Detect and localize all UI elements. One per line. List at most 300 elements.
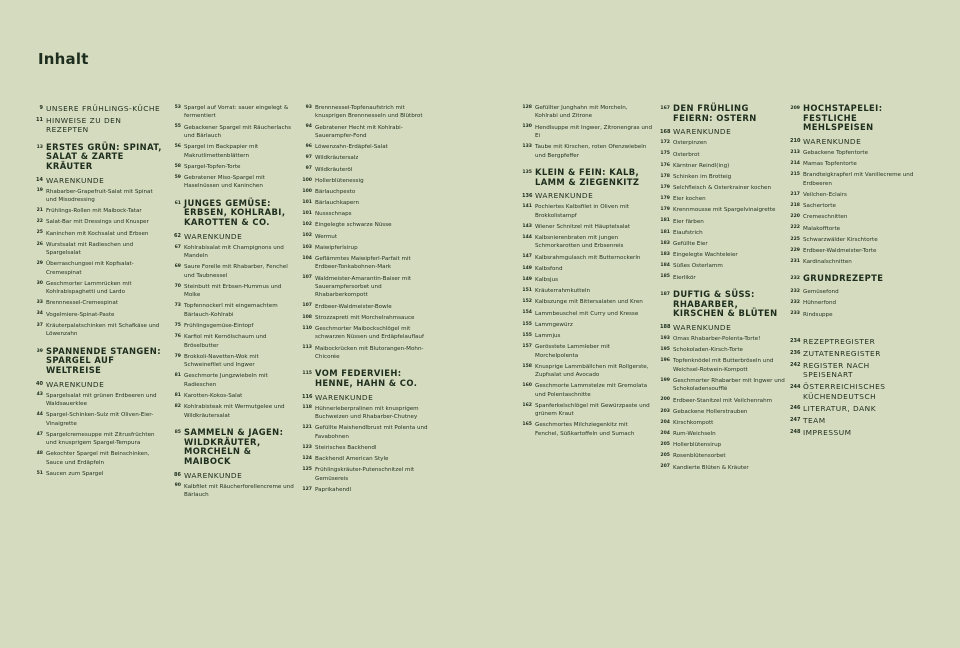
- toc-entry: [302, 486, 428, 494]
- toc-page-number: 242: [790, 362, 801, 369]
- toc-page-number: 118: [302, 405, 312, 411]
- toc-entry-title: Kräuterrahmkutteln: [535, 288, 591, 295]
- toc-entry: [790, 337, 922, 346]
- toc-page-number: 94: [305, 124, 312, 130]
- toc-entry-title: Geschmorte Lammstelze mit Gremolata und Polentaschnitte: [535, 383, 647, 398]
- toc-entry-title: Karfiol mit Kernölschaum und Bröselbutter: [184, 334, 267, 349]
- toc-entry: [522, 321, 652, 329]
- toc-entry: [522, 310, 652, 318]
- toc-entry: [171, 483, 295, 500]
- toc-page-number: 26: [36, 241, 43, 247]
- toc-entry-title: Wildkräutersalz: [315, 155, 359, 162]
- toc-entry-title: Brokkoli-Navetten-Wok mit Schweinefilet und Ingwer: [184, 353, 259, 369]
- toc-page-number: 85: [174, 429, 181, 435]
- toc-entry-title: REZEPTREGISTER: [803, 336, 876, 346]
- toc-entry: [302, 244, 428, 252]
- toc-page-number: 152: [522, 299, 532, 305]
- toc-entry-title: Überraschungsei mit Kopfsalat-Cremespinat: [46, 261, 134, 276]
- toc-page-number: 103: [302, 244, 312, 250]
- toc-entry: [522, 265, 652, 273]
- toc-entry: [33, 392, 165, 409]
- toc-page-number: 233: [790, 311, 800, 317]
- toc-page-number: 104: [302, 255, 312, 261]
- toc-entry: [171, 372, 295, 389]
- toc-page-number: 67: [174, 244, 181, 250]
- toc-entry: [660, 357, 787, 374]
- toc-page-number: 141: [522, 204, 532, 210]
- toc-entry-title: Hollerblütenessig: [315, 177, 364, 184]
- toc-entry: [660, 162, 787, 170]
- toc-entry-title: Spanferkelschlögel mit Gewürzpaste und grünem Kraut: [535, 402, 650, 418]
- toc-page-number: 167: [660, 106, 670, 111]
- toc-column-4: [522, 104, 652, 441]
- toc-column-3: [302, 104, 428, 497]
- toc-entry-title: Brennnessel-Topfenaufstrich mit knusprigen Brennnesseln und Blütbrot: [315, 105, 423, 120]
- toc-page-number: 136: [522, 192, 533, 199]
- toc-entry-title: Spargel auf Vorrat: sauer eingelegt & fermentiert: [184, 105, 289, 120]
- toc-page-number: 13: [36, 144, 43, 150]
- toc-entry-title: Geschmorter Lammrücken mit Kohlrabispaghetti und Lardo: [46, 280, 132, 296]
- toc-entry: [33, 431, 165, 448]
- toc-entry: [660, 430, 787, 438]
- toc-entry: [522, 143, 652, 160]
- toc-page-number: 14: [36, 176, 43, 183]
- toc-entry-title: Gefüllte Eier: [673, 241, 708, 248]
- toc-entry: [302, 177, 428, 185]
- toc-section-heading: [522, 168, 652, 187]
- toc-page-number: 200: [660, 397, 670, 403]
- toc-entry-title: Hühnerleberpralinen mit knusprigem Buchweizen und Rhabarber-Chutney: [315, 405, 419, 421]
- toc-page-number: 127: [302, 486, 312, 492]
- toc-entry: [33, 176, 165, 185]
- toc-entry: [171, 163, 295, 171]
- toc-page-number: 147: [522, 254, 532, 260]
- toc-page-number: 210: [790, 138, 801, 145]
- toc-entry: [790, 258, 922, 266]
- page-title: Inhalt: [38, 50, 89, 68]
- toc-page-number: 188: [660, 324, 671, 331]
- toc-page-number: 123: [302, 444, 312, 450]
- toc-page-number: 222: [790, 225, 800, 231]
- toc-page-number: 19: [36, 188, 43, 194]
- toc-entry-title: Geflämmtes Maiwipferl-Parfait mit Erdbeer-Tonkabohnen-Mark: [315, 256, 411, 271]
- toc-entry-title: Omas Rhabarber-Polenta-Torte!: [673, 336, 761, 343]
- toc-entry-title: Cremeschnitten: [803, 214, 848, 221]
- toc-entry-title: Osterbrot: [673, 151, 700, 158]
- toc-page-number: 213: [790, 149, 800, 155]
- toc-entry-title: WARENKUNDE: [184, 231, 243, 241]
- toc-entry-title: WARENKUNDE: [184, 470, 243, 480]
- toc-entry-title: DEN FRÜHLING FEIERN: OSTERN: [673, 103, 757, 123]
- toc-entry: [660, 323, 787, 332]
- toc-entry-title: Kalbsnierenbraten mit jungen Schmorkarotten und Erbsenreis: [535, 235, 624, 250]
- toc-entry-title: Gebratener Hecht mit Kohlrabi-Sauerampfer-Fond: [315, 124, 403, 139]
- toc-section-heading: [33, 143, 165, 172]
- toc-entry: [522, 223, 652, 231]
- toc-page-number: 25: [36, 230, 43, 236]
- toc-entry-title: Rhabarber-Grapefruit-Salat mit Spinat und Misodressing: [46, 188, 153, 203]
- toc-entry: [171, 333, 295, 350]
- toc-entry: [790, 225, 922, 233]
- toc-page-number: 81: [174, 392, 181, 398]
- toc-page-number: 82: [174, 403, 181, 409]
- toc-entry-title: HOCHSTAPELEI: FESTLICHE MEHLSPEISEN: [803, 103, 883, 133]
- toc-entry: [302, 275, 428, 300]
- toc-entry: [302, 233, 428, 241]
- toc-entry-title: Bärlauchpesto: [315, 188, 356, 195]
- toc-page-number: 155: [522, 332, 532, 338]
- toc-page-number: 133: [522, 143, 532, 149]
- toc-entry: [790, 428, 922, 437]
- toc-page-number: 204: [660, 419, 670, 425]
- toc-section-heading: [660, 290, 787, 319]
- toc-page-number: 231: [790, 258, 800, 264]
- toc-page-number: 149: [522, 276, 532, 282]
- toc-entry: [171, 124, 295, 141]
- toc-page-number: 75: [174, 322, 181, 328]
- toc-section-heading: [171, 199, 295, 228]
- toc-page-number: 183: [660, 240, 670, 246]
- toc-page-number: 196: [660, 358, 670, 364]
- toc-entry-title: Kalbfilet mit Räucherforellencreme und Bärlauch: [184, 483, 294, 498]
- toc-page-number: 151: [522, 288, 532, 293]
- toc-entry: [171, 232, 295, 241]
- toc-page-number: 97: [305, 166, 312, 172]
- toc-entry-title: Erdbeer-Stanitzel mit Veilchenrahm: [673, 397, 773, 404]
- toc-entry-title: Lammjus: [535, 332, 561, 339]
- toc-entry-title: LITERATUR, DANK: [803, 403, 877, 413]
- toc-entry-title: Nussschnaps: [315, 211, 352, 218]
- toc-entry-title: Kärntner Reindl(ing): [673, 162, 730, 169]
- toc-entry-title: Selchfleisch & Osterkrainer kochen: [673, 185, 772, 192]
- toc-page-number: 30: [36, 280, 43, 286]
- toc-entry-title: Geschmorter Rhabarber mit Ingwer und Schokoladensoufflé: [673, 377, 785, 393]
- toc-entry-title: Frühlingsgemüse-Eintopf: [184, 323, 254, 330]
- toc-page-number: 69: [174, 264, 181, 270]
- toc-entry-title: Hollerblütensirup: [673, 442, 722, 449]
- toc-page-number: 179: [660, 184, 670, 190]
- toc-entry: [171, 104, 295, 121]
- toc-entry-title: Spargel im Backpapier mit Makrutlimettenblättern: [184, 144, 259, 159]
- toc-page-number: 33: [36, 300, 43, 306]
- toc-entry-title: Topfenknödel mit Butterbröseln und Weichsel-Rotwein-Kompott: [673, 358, 774, 373]
- toc-entry: [790, 191, 922, 199]
- toc-page-number: 90: [174, 483, 181, 489]
- toc-entry-title: WARENKUNDE: [315, 392, 374, 402]
- toc-entry-title: UNSERE FRÜHLINGS-KÜCHE: [46, 104, 161, 113]
- toc-entry-title: ERSTES GRÜN: SPINAT, SALAT & ZARTE KRÄUTER: [46, 141, 162, 171]
- toc-page-number: 97: [305, 155, 312, 161]
- toc-entry-title: Bärlauchkapern: [315, 200, 360, 207]
- toc-entry-title: WARENKUNDE: [803, 136, 862, 146]
- toc-entry: [302, 124, 428, 141]
- toc-entry-title: Gemüsefond: [803, 289, 839, 296]
- toc-entry: [302, 424, 428, 441]
- toc-entry-title: Salat-Bar mit Dressings und Knusper: [46, 219, 149, 226]
- toc-entry: [660, 335, 787, 343]
- toc-entry-title: Geschmorter Maibockschlögel mit schwarzen Nüssen und Erdäpfelauflauf: [315, 325, 424, 341]
- toc-entry-title: Saucen zum Spargel: [46, 470, 104, 477]
- toc-entry: [660, 377, 787, 394]
- toc-page-number: 246: [790, 404, 801, 411]
- toc-entry: [302, 104, 428, 121]
- toc-entry: [33, 322, 165, 339]
- toc-page-number: 125: [302, 467, 312, 472]
- toc-entry: [522, 421, 652, 438]
- toc-entry: [33, 207, 165, 215]
- toc-entry: [790, 349, 922, 358]
- toc-entry-title: Mamas Topfentorte: [803, 161, 857, 168]
- toc-page-number: 215: [790, 172, 800, 178]
- toc-section-heading: [790, 104, 922, 133]
- toc-entry: [33, 380, 165, 389]
- toc-page-number: 86: [174, 471, 181, 478]
- toc-entry: [302, 199, 428, 207]
- toc-entry-title: Vogelmiere-Spinat-Paste: [46, 311, 115, 318]
- toc-page-number: 247: [790, 417, 801, 424]
- toc-page-number: 209: [790, 106, 800, 111]
- toc-page-number: 179: [660, 207, 670, 213]
- toc-entry-title: Spargelsalat mit grünen Erdbeeren und Waldsauerklee: [46, 392, 157, 407]
- toc-page-number: 100: [302, 177, 312, 183]
- toc-entry-title: KLEIN & FEIN: KALB, LAMM & ZIEGENKITZ: [535, 166, 640, 187]
- toc-page-number: 70: [174, 283, 181, 289]
- toc-entry-title: Karotten-Kokos-Salat: [184, 392, 243, 399]
- toc-page-number: 184: [660, 263, 670, 269]
- toc-entry: [660, 184, 787, 192]
- toc-entry-title: DUFTIG & SÜSS: RHABARBER, KIRSCHEN & BLÜTEN: [673, 289, 778, 319]
- toc-entry-title: SPANNENDE STANGEN: SPARGEL AUF WELTREISE: [46, 345, 161, 375]
- toc-entry-title: Rosenblütensorbet: [673, 453, 726, 460]
- toc-entry: [302, 345, 428, 362]
- toc-page-number: 248: [790, 429, 801, 436]
- toc-entry-title: Süßes Osterlamm: [673, 263, 723, 270]
- toc-page-number: 101: [302, 211, 312, 217]
- toc-page-number: 168: [660, 128, 671, 135]
- toc-entry: [33, 260, 165, 277]
- toc-entry-title: Steirisches Backhendl: [315, 444, 377, 451]
- toc-page-number: 232: [790, 288, 800, 294]
- toc-entry: [790, 311, 922, 319]
- toc-entry: [790, 149, 922, 157]
- toc-page-number: 9: [39, 105, 43, 112]
- toc-entry: [522, 287, 652, 295]
- toc-page-number: 96: [305, 143, 312, 149]
- toc-entry-title: WARENKUNDE: [46, 379, 105, 389]
- toc-page-number: 179: [660, 196, 670, 202]
- toc-entry-title: Kardinalschnitten: [803, 259, 852, 266]
- toc-entry-title: Löwenzahn-Erdäpfel-Salat: [315, 144, 388, 151]
- toc-page-number: 234: [790, 338, 801, 345]
- toc-entry: [660, 127, 787, 136]
- toc-entry-title: Gefüllter Junghahn mit Morcheln, Kohlrabi und Zitrone: [535, 105, 628, 120]
- toc-entry-title: Taube mit Kirschen, roten Ofenzwiebeln und Bergpfeffer: [535, 144, 647, 159]
- toc-entry: [790, 404, 922, 413]
- toc-entry-title: TEAM: [803, 415, 826, 425]
- toc-entry-title: Steinbutt mit Erbsen-Hummus und Molke: [184, 283, 282, 299]
- toc-entry-title: Wermut: [315, 233, 338, 240]
- toc-page-number: 207: [660, 464, 670, 470]
- toc-entry: [171, 283, 295, 300]
- toc-page-number: 102: [302, 233, 312, 239]
- toc-entry-title: WARENKUNDE: [673, 127, 732, 137]
- toc-entry-title: Schwarzwälder Kirschtorte: [803, 236, 878, 243]
- toc-entry-title: Wildkräuteröl: [315, 166, 353, 173]
- toc-entry: [522, 276, 652, 284]
- toc-page-number: 102: [302, 222, 312, 228]
- toc-entry: [790, 361, 922, 380]
- toc-entry-title: Eier färben: [673, 218, 704, 225]
- toc-entry-title: JUNGES GEMÜSE: ERBSEN, KOHLRABI, KAROTTEN & CO.: [184, 197, 286, 228]
- toc-entry: [660, 274, 787, 282]
- toc-entry: [302, 314, 428, 322]
- toc-entry: [33, 188, 165, 205]
- toc-page-number: 199: [660, 377, 670, 383]
- toc-entry: [522, 104, 652, 121]
- toc-entry: [522, 298, 652, 306]
- toc-entry: [171, 353, 295, 370]
- toc-page-number: 40: [36, 380, 43, 387]
- toc-entry: [171, 392, 295, 400]
- toc-entry: [302, 455, 428, 463]
- toc-entry-title: Kohlrabisalat mit Champignons und Mandeln: [184, 244, 284, 260]
- toc-page-number: 155: [522, 321, 532, 327]
- toc-page-number: 176: [660, 162, 670, 168]
- toc-entry: [660, 206, 787, 214]
- toc-page-number: 157: [522, 343, 532, 349]
- toc-page-number: 44: [36, 411, 43, 417]
- toc-entry-title: Spargelcremesuppe mit Zitrusfrüchten und knusprigem Spargel-Tempura: [46, 431, 155, 447]
- toc-page-number: 73: [174, 303, 181, 309]
- toc-page-number: 225: [790, 236, 800, 242]
- toc-entry-title: Gebackene Topfentorte: [803, 150, 869, 157]
- toc-entry-title: Sachertorte: [803, 203, 836, 210]
- toc-entry-title: Schokoladen-Kirsch-Torte: [673, 347, 743, 354]
- toc-entry: [660, 408, 787, 416]
- toc-entry: [660, 218, 787, 226]
- toc-entry-title: Rindsuppe: [803, 311, 833, 318]
- toc-page-number: 144: [522, 234, 532, 240]
- toc-page-number: 130: [522, 124, 532, 130]
- toc-page-number: 116: [302, 394, 313, 401]
- toc-page-number: 135: [522, 169, 532, 175]
- toc-entry-title: Kaninchen mit Kochsalat und Erbsen: [46, 230, 149, 237]
- toc-entry-title: REGISTER NACH SPEISENART: [803, 361, 870, 380]
- toc-page-number: 214: [790, 161, 800, 166]
- toc-page-number: 22: [36, 219, 43, 225]
- toc-entry-title: SAMMELN & JAGEN: WILDKRÄUTER, MORCHELN & MAIBOCK: [184, 426, 284, 466]
- toc-entry: [302, 444, 428, 452]
- toc-page-number: 205: [660, 453, 670, 459]
- toc-page-number: 113: [302, 345, 312, 351]
- toc-page-number: 229: [790, 247, 800, 253]
- toc-page-number: 55: [174, 124, 181, 130]
- toc-entry: [660, 397, 787, 405]
- toc-entry-title: Topfennockerl mit eingemachtem Bärlauch-Kohlrabi: [184, 303, 278, 318]
- toc-entry-title: Malakofftorte: [803, 225, 841, 232]
- toc-entry: [33, 470, 165, 478]
- toc-section-heading: [171, 428, 295, 467]
- toc-entry: [660, 251, 787, 259]
- toc-entry: [302, 405, 428, 422]
- toc-column-6: [790, 104, 922, 440]
- toc-page-number: 193: [660, 335, 670, 341]
- toc-page-number: 124: [302, 455, 312, 461]
- toc-page-number: 175: [660, 151, 670, 157]
- toc-page-number: 62: [174, 233, 181, 240]
- toc-column-2: [171, 104, 295, 502]
- toc-entry: [660, 262, 787, 270]
- toc-entry: [660, 452, 787, 460]
- toc-entry: [302, 143, 428, 151]
- toc-entry: [302, 154, 428, 162]
- toc-entry-title: Kalbsfond: [535, 265, 563, 272]
- toc-page-number: 47: [36, 431, 43, 437]
- toc-entry: [171, 322, 295, 330]
- toc-entry-title: Gerösstete Lammleber mit Morchelpolenta: [535, 344, 610, 359]
- toc-entry: [790, 416, 922, 425]
- toc-entry: [171, 244, 295, 261]
- toc-entry: [660, 139, 787, 147]
- toc-entry: [790, 171, 922, 188]
- toc-entry: [302, 221, 428, 229]
- toc-entry-title: Kandierte Blüten & Kräuter: [673, 464, 749, 471]
- toc-page-number: 160: [522, 383, 532, 389]
- toc-page-number: 48: [36, 451, 43, 457]
- toc-page-number: 29: [36, 261, 43, 267]
- toc-entry: [522, 402, 652, 419]
- toc-entry: [790, 382, 922, 401]
- toc-entry: [660, 346, 787, 354]
- toc-page-number: 232: [790, 300, 800, 306]
- toc-entry-title: Gebackener Spargel mit Räucherlachs und Bärlauch: [184, 124, 292, 139]
- toc-entry-title: WARENKUNDE: [535, 191, 594, 201]
- toc-entry-title: Schinken im Brotteig: [673, 173, 732, 180]
- toc-entry-title: Veilchen-Eclairs: [803, 191, 847, 198]
- toc-page-number: 21: [36, 207, 43, 213]
- toc-entry: [522, 234, 652, 251]
- toc-entry-title: WARENKUNDE: [46, 175, 105, 185]
- toc-entry-title: Geschmortes Milchziegenkitz mit Fenchel, Süßkartoffeln und Sumach: [535, 422, 635, 437]
- toc-entry-title: Gebratener Miso-Spargel mit Haselnüssen und Kaninchen: [184, 174, 265, 190]
- toc-page-number: 149: [522, 265, 532, 271]
- toc-page-number: 56: [174, 143, 181, 149]
- toc-entry: [522, 203, 652, 220]
- toc-entry: [33, 116, 165, 135]
- toc-entry-title: Frühlings-Rollen mit Maibock-Tatar: [46, 208, 142, 215]
- toc-entry-title: Gekochter Spargel mit Beinschinken, Sauce und Erdäpfeln: [46, 451, 150, 466]
- toc-page-number: 76: [174, 334, 181, 340]
- toc-entry: [660, 151, 787, 159]
- toc-entry: [790, 299, 922, 307]
- toc-page-number: 236: [790, 350, 801, 357]
- toc-page-number: 244: [790, 383, 801, 390]
- toc-entry-title: Kalbszunge mit Bittersalaten und Kren: [535, 299, 643, 306]
- toc-entry: [790, 288, 922, 296]
- toc-entry-title: Krennmousse mit Spargelvinaigrette: [673, 207, 776, 214]
- toc-entry-title: Spargel-Topfen-Torte: [184, 163, 241, 170]
- toc-entry-title: Kalbsrahmgulasch mit Butternockerln: [535, 254, 641, 261]
- toc-entry: [660, 195, 787, 203]
- toc-entry-title: Eier kochen: [673, 196, 706, 203]
- toc-entry-title: Rum-Weichseln: [673, 431, 716, 438]
- toc-entry: [790, 160, 922, 168]
- toc-entry-title: Osterpinzen: [673, 140, 707, 147]
- toc-entry-title: Gefüllte Maishendlbrust mit Polenta und Favabohnen: [315, 425, 428, 440]
- toc-entry: [790, 236, 922, 244]
- toc-page-number: 37: [36, 322, 43, 328]
- toc-entry-title: Spargel-Schinken-Sulz mit Oliven-Eier-Vinaigrette: [46, 412, 154, 427]
